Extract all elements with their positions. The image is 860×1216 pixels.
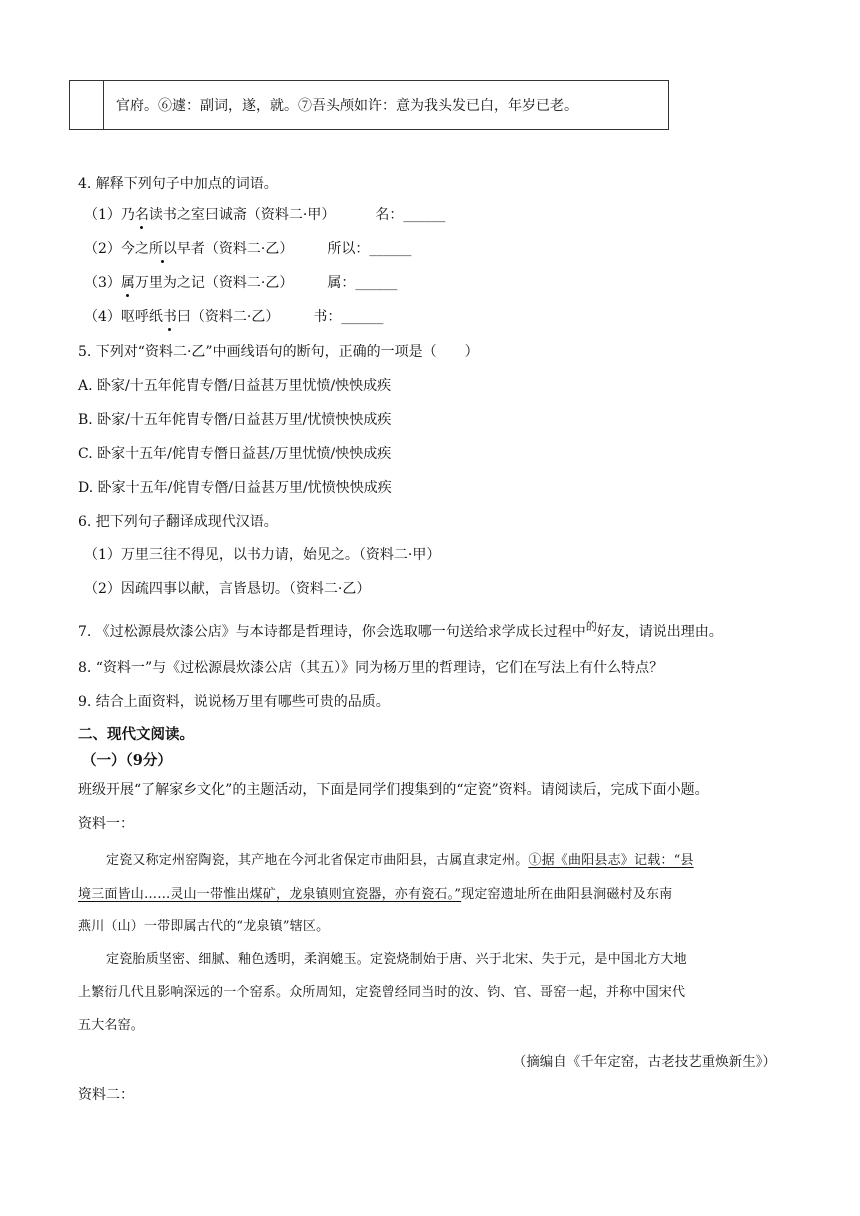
section-heading: 二、现代文阅读。 — [78, 726, 194, 743]
question-5-option-d: D. 卧家十五年/侂胄专僭/日益甚万里/忧愤怏怏成疾 — [78, 480, 392, 496]
underlined-sentence: 境三面皆山……灵山一带惟出煤矿，龙泉镇则宜瓷器，亦有瓷石。” — [78, 887, 462, 902]
question-5-option-c: C. 卧家十五年/侂胄专僭日益甚/万里忧愤/怏怏成疾 — [78, 446, 392, 462]
material-1-paragraph-2-line-1: 定瓷胎质坚密、细腻、釉色透明，柔润媲玉。定瓷烧制始于唐、兴于北宋、失于元，是中国北方大地 — [106, 952, 687, 967]
question-6-item-1: （1）万里三往不得见，以书力请，始见之。（资料二·甲） — [84, 547, 441, 563]
annotation-table — [69, 80, 669, 130]
material-1-paragraph-1-line-1: 定瓷又称定州窑陶瓷，其产地在今河北省保定市曲阳县，古属直隶定州。①据《曲阳县志》记载：“县 — [106, 853, 694, 868]
answer-blank[interactable]: ______ — [341, 309, 384, 325]
question-8: 8. “资料一”与《过松源晨炊漆公店（其五）》同为杨万里的哲理诗，它们在写法上有什么特点？ — [78, 660, 664, 676]
question-4-item-3: （3）属万里为之记（资料二·乙） 属：______ — [84, 275, 398, 291]
answer-blank[interactable]: ______ — [355, 275, 398, 291]
underlined-sentence: ①据《曲阳县志》记载：“县 — [528, 853, 694, 868]
question-5-stem: 5. 下列对“资料二·乙”中画线语句的断句，正确的一项是（ ） — [78, 344, 479, 360]
question-7: 7. 《过松源晨炊漆公店》与本诗都是哲理诗，你会选取哪一句送给求学成长过程中$^的$好友，请说出理由。 — [78, 620, 723, 640]
question-4-item-1: （1）乃名读书之室曰诚斋（资料二·甲） 名：______ — [84, 207, 446, 223]
answer-blank[interactable]: ______ — [369, 241, 412, 257]
material-1-paragraph-1-line-2: 境三面皆山……灵山一带惟出煤矿，龙泉镇则宜瓷器，亦有瓷石。”现定窑遗址所在曲阳县涧磁村及东南 — [78, 887, 673, 902]
material-source: （摘编自《千年定窑，古老技艺重焕新生》） — [512, 1054, 776, 1070]
question-4-stem: 4. 解释下列句子中加点的词语。 — [78, 176, 278, 192]
annotation-text: 官府。⑥遽：副词，遂，就。⑦吾头颅如许：意为我头发已白，年岁已老。 — [116, 98, 578, 114]
answer-blank[interactable]: ______ — [403, 207, 446, 223]
question-9: 9. 结合上面资料，说说杨万里有哪些可贵的品质。 — [78, 694, 390, 710]
material-1-paragraph-2-line-2: 上繁衍几代且影响深远的一个窑系。众所周知，定瓷曾经同当时的汝、钧、官、哥窑一起，并称中国宋代 — [78, 985, 686, 1000]
table-left-column — [70, 81, 104, 129]
material-1-paragraph-1-line-3: 燕川（山）一带即属古代的“龙泉镇”辖区。 — [78, 919, 330, 934]
question-6-item-2: （2）因疏四事以献，言皆恳切。（资料二·乙） — [84, 581, 371, 597]
question-5-option-a: A. 卧家/十五年侂胄专僭/日益甚万里忧愤/怏怏成疾 — [78, 378, 392, 394]
material-1-label: 资料一： — [78, 816, 134, 832]
material-1-paragraph-2-line-3: 五大名窑。 — [78, 1018, 145, 1033]
part-heading: （一）（9分） — [82, 752, 172, 769]
question-4-item-2: （2）今之所以早者（资料二·乙） 所以：______ — [84, 241, 412, 257]
section-intro: 班级开展“了解家乡文化”的主题活动，下面是同学们搜集到的“定瓷”资料。请阅读后，完成下面小题。 — [78, 782, 709, 798]
question-5-option-b: B. 卧家/十五年侂胄专僭/日益甚万里/忧愤怏怏成疾 — [78, 412, 392, 428]
question-6-stem: 6. 把下列句子翻译成现代汉语。 — [78, 514, 278, 530]
material-2-label: 资料二： — [78, 1087, 134, 1103]
question-4-item-4: （4）呕呼纸书曰（资料二·乙） 书：______ — [84, 309, 384, 325]
